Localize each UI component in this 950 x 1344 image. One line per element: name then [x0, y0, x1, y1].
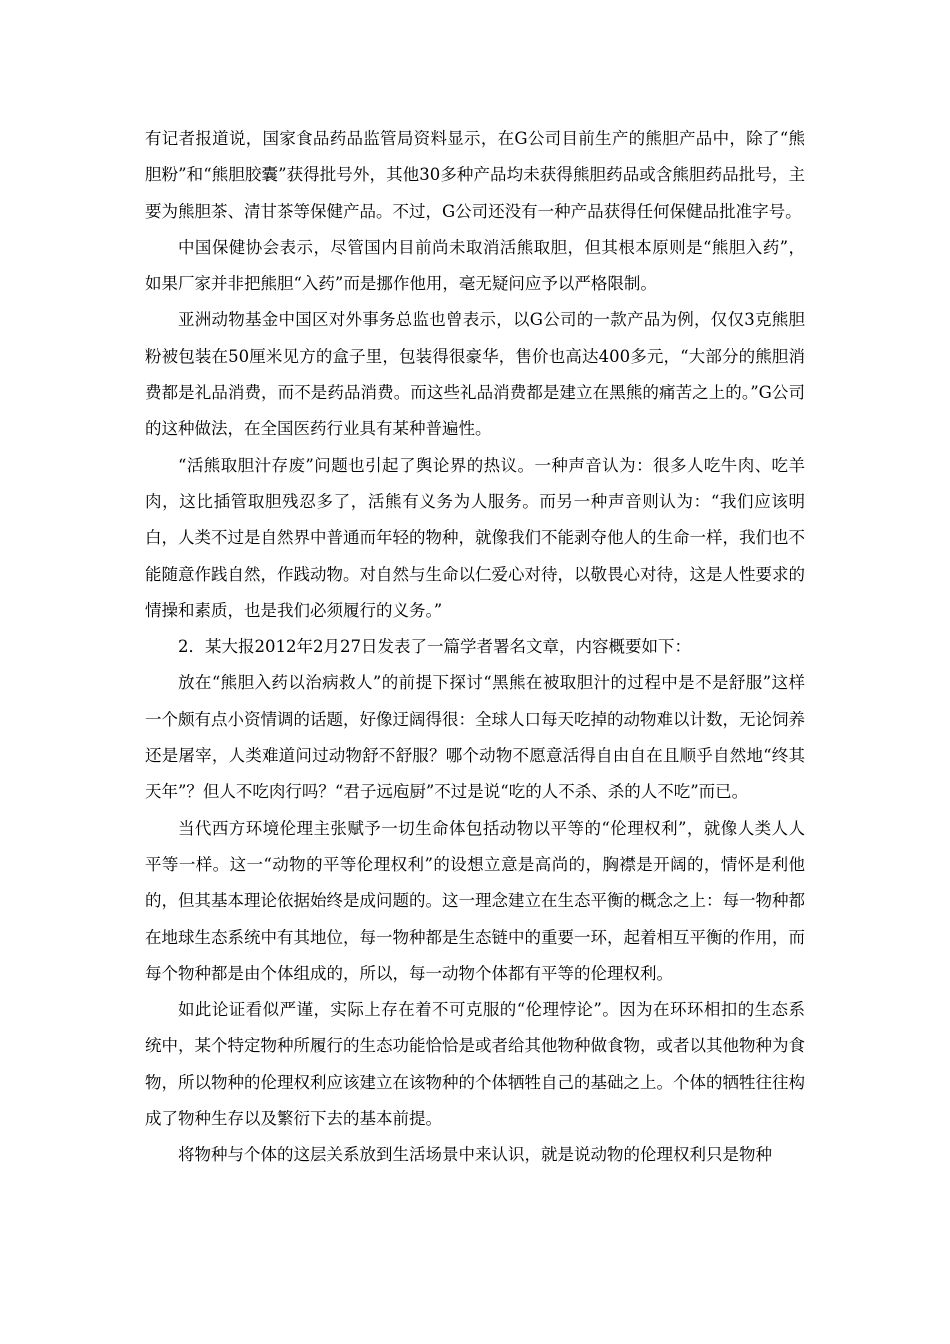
paragraph-western-ethics: 当代西方环境伦理主张赋予一切生命体包括动物以平等的“伦理权利”，就像人类人人平等一样。这一“动物的平等伦理权利”的设想立意是高尚的，胸襟是开阔的，情怀是利他的，但其基本理论依据始终是成问题的。这一理念建立在生态平衡的概念之上：每一物种都在地球生态系统中有其地位，每一物种都是生态链中的重要一环，起着相互平衡的作用，而每个物种都是由个体组成的，所以，每一动物个体都有平等的伦理权利。 [145, 818, 805, 983]
paragraph-premise: 放在“熊胆入药以治病救人”的前提下探讨“黑熊在被取胆汁的过程中是不是舒服”这样一个颇有点小资情调的话题，好像迂阔得很：全球人口每天吃掉的动物难以计数，无论饲养还是屠宰，人类难道问过动物舒不舒服？哪个动物不愿意活得自由自在且顺乎自然地“终其天年”？但人不吃肉行吗？“君子远庖厨”不过是说“吃的人不杀、杀的人不吃”而已。 [145, 673, 805, 802]
paragraph-reporter-report: 有记者报道说，国家食品药品监管局资料显示，在G公司目前生产的熊胆产品中，除了“熊胆粉”和“熊胆胶囊”获得批号外，其他30多种产品均未获得熊胆药品或含熊胆药品批号，主要为熊胆茶、清甘茶等保健产品。不过，G公司还没有一种产品获得任何保健品批准字号。 [145, 129, 805, 221]
paragraph-item-2-heading: 2．某大报2012年2月27日发表了一篇学者署名文章，内容概要如下： [178, 637, 691, 657]
paragraph-public-debate: “活熊取胆汁存废”问题也引起了舆论界的热议。一种声音认为：很多人吃牛肉、吃羊肉，这比插管取胆残忍多了，活熊有义务为人服务。而另一种声音则认为：“我们应该明白，人类不过是自然界中普通而年轻的物种，就像我们不能剥夺他人的生命一样，我们也不能随意作践自然，作践动物。对自然与生命以仁爱心对待，以敬畏心对待，这是人性要求的情操和素质，也是我们必须履行的义务。” [145, 455, 805, 620]
paragraph-animals-asia: 亚洲动物基金中国区对外事务总监也曾表示，以G公司的一款产品为例，仅仅3克熊胆粉被包装在50厘米见方的盒子里，包装得很豪华，售价也高达400多元，“大部分的熊胆消费都是礼品消费，而不是药品消费。而这些礼品消费都是建立在黑熊的痛苦之上的。”G公司的这种做法，在全国医药行业具有某种普遍性。 [145, 310, 805, 439]
paragraph-ethical-paradox: 如此论证看似严谨，实际上存在着不可克服的“伦理悖论”。因为在环环相扣的生态系统中，某个特定物种所履行的生态功能恰恰是或者给其他物种做食物，或者以其他物种为食物，所以物种的伦理权利应该建立在该物种的个体牺牲自己的基础之上。个体的牺牲往往构成了物种生存以及繁衍下去的基本前提。 [145, 1000, 805, 1129]
paragraph-health-association: 中国保健协会表示，尽管国内目前尚未取消活熊取胆，但其根本原则是“熊胆入药”，如果厂家并非把熊胆“入药”而是挪作他用，毫无疑问应予以严格限制。 [145, 237, 805, 294]
document-page [145, 121, 805, 1174]
paragraph-species-individual: 将物种与个体的这层关系放到生活场景中来认识，就是说动物的伦理权利只是物种 [178, 1145, 772, 1165]
